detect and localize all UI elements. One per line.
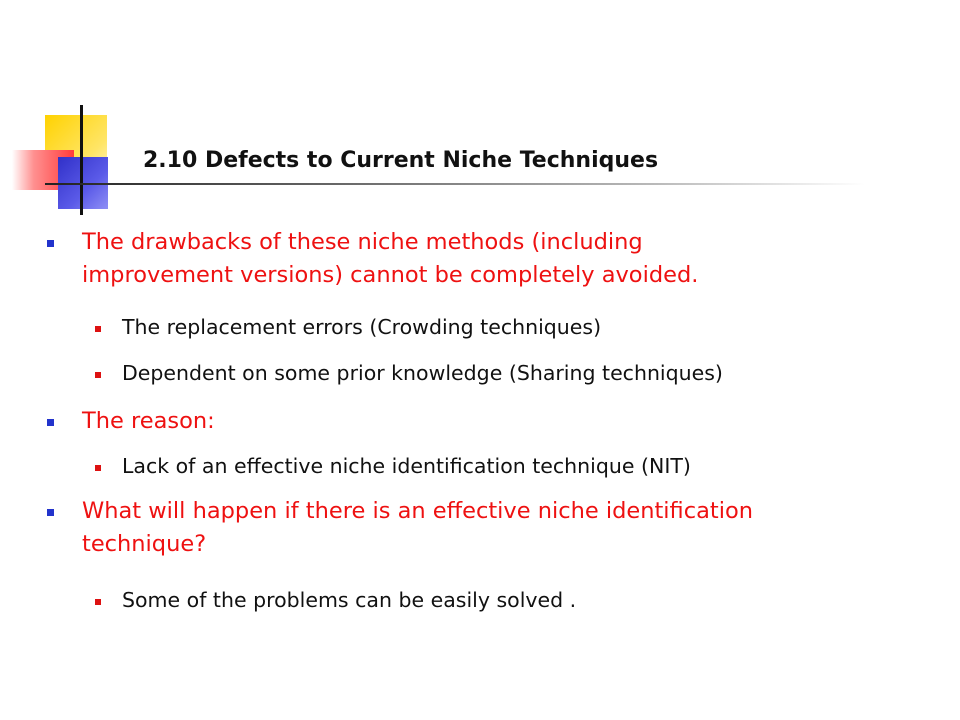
sub-bullet-text: Lack of an effective niche identification technique (NIT) xyxy=(122,454,691,478)
bullet-text: The drawbacks of these niche methods (including xyxy=(82,229,643,255)
bullet-text: The reason: xyxy=(82,408,215,434)
bullet-text-continuation: improvement versions) cannot be completely avoided. xyxy=(82,262,699,288)
bullet-marker xyxy=(47,240,54,247)
sub-bullet-marker xyxy=(95,599,101,605)
bullet-text-continuation: technique? xyxy=(82,531,207,557)
sub-bullet-text: Some of the problems can be easily solved . xyxy=(122,588,577,612)
slide-title: 2.10 Defects to Current Niche Techniques xyxy=(143,148,659,173)
decorative-logo xyxy=(0,95,110,225)
sub-bullet-marker xyxy=(95,326,101,332)
bullet-text: What will happen if there is an effective niche identification xyxy=(82,498,753,524)
bullet-marker xyxy=(47,509,54,516)
sub-bullet-text: Dependent on some prior knowledge (Sharing techniques) xyxy=(122,361,723,385)
vertical-rule xyxy=(80,105,83,215)
bullet-marker xyxy=(47,419,54,426)
title-underline xyxy=(45,183,865,185)
sub-bullet-marker xyxy=(95,465,101,471)
sub-bullet-text: The replacement errors (Crowding techniques) xyxy=(122,315,602,339)
sub-bullet-marker xyxy=(95,372,101,378)
